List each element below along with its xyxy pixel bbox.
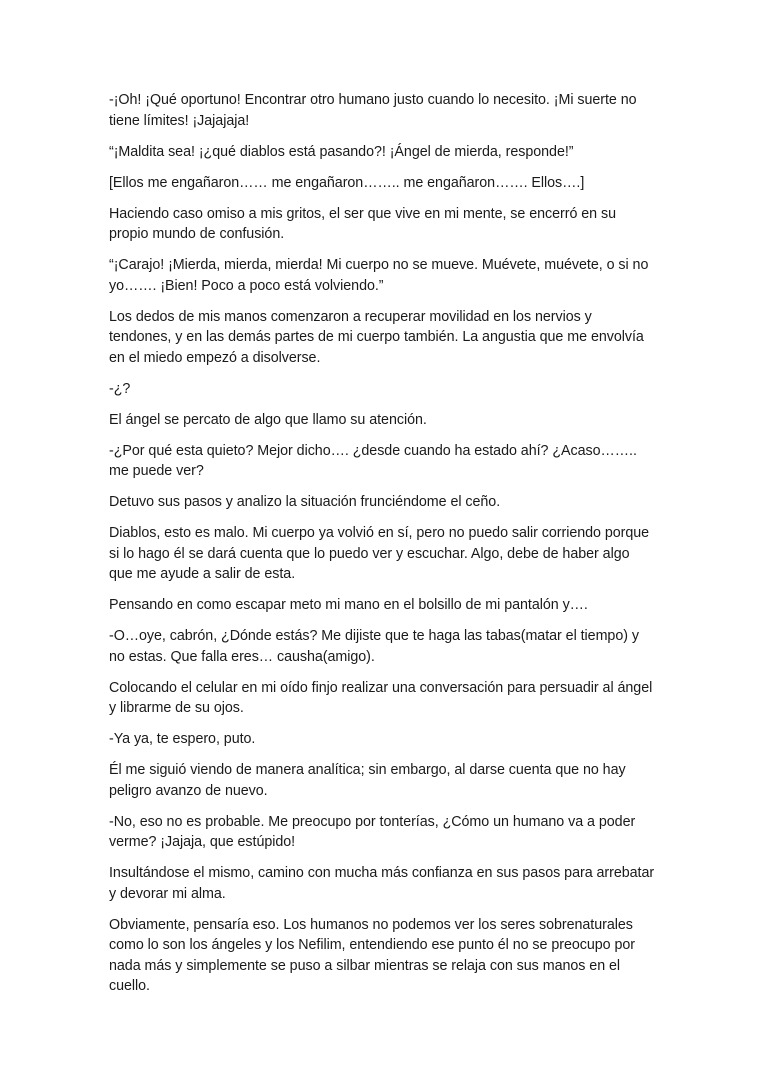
paragraph-18: Insultándose el mismo, camino con mucha más confianza en sus pasos para arrebatar y devorar mi alma. <box>109 865 655 902</box>
paragraph-7: -¿? <box>109 380 131 397</box>
paragraph-6: Los dedos de mis manos comenzaron a recuperar movilidad en los nervios y tendones, y en las demás partes de mi cuerpo también. La angustia que me envolvía en el miedo empezó a disolverse. <box>109 308 644 366</box>
paragraph-1: -¡Oh! ¡Qué oportuno! Encontrar otro humano justo cuando lo necesito. ¡Mi suerte no tiene límites! ¡Jajajaja! <box>109 92 637 129</box>
paragraph-9: -¿Por qué esta quieto? Mejor dicho…. ¿desde cuando ha estado ahí? ¿Acaso…….. me puede ver? <box>109 442 637 479</box>
paragraph-12: Pensando en como escapar meto mi mano en el bolsillo de mi pantalón y…. <box>109 597 588 613</box>
paragraph-4: Haciendo caso omiso a mis gritos, el ser que vive en mi mente, se encerró en su propio mundo de confusión. <box>109 205 617 242</box>
paragraph-19: Obviamente, pensaría eso. Los humanos no podemos ver los seres sobrenaturales como lo son los ángeles y los Nefilim, entendiendo ese punto él no se preocupo por nada más y simplemente se puso a silbar mientras se relaja con sus manos en el cuello. <box>109 916 636 994</box>
paragraph-5: “¡Carajo! ¡Mierda, mierda, mierda! Mi cuerpo no se mueve. Muévete, muévete, o si no yo……. ¡Bien! Poco a poco está volviendo.” <box>109 257 649 294</box>
paragraph-10: Detuvo sus pasos y analizo la situación frunciéndome el ceño. <box>109 494 501 510</box>
paragraph-14: Colocando el celular en mi oído finjo realizar una conversación para persuadir al ángel y librarme de su ojos. <box>109 679 653 716</box>
paragraph-2: “¡Maldita sea! ¡¿qué diablos está pasando?! ¡Ángel de mierda, responde!” <box>109 143 574 160</box>
paragraph-13: -O…oye, cabrón, ¿Dónde estás? Me dijiste que te haga las tabas(matar el tiempo) y no estas. Que falla eres… causha(amigo). <box>109 628 639 665</box>
paragraph-15: -Ya ya, te espero, puto. <box>109 731 256 747</box>
paragraph-3: [Ellos me engañaron…… me engañaron…….. me engañaron……. Ellos….] <box>109 174 585 191</box>
paragraph-17: -No, eso no es probable. Me preocupo por tonterías, ¿Cómo un humano va a poder verme? ¡Jajaja, que estúpido! <box>109 813 636 850</box>
paragraph-16: Él me siguió viendo de manera analítica; sin embargo, al darse cuenta que no hay peligro avanzo de nuevo. <box>109 762 626 799</box>
paragraph-8: El ángel se percato de algo que llamo su atención. <box>109 411 427 428</box>
paragraph-11: Diablos, esto es malo. Mi cuerpo ya volvió en sí, pero no puedo salir corriendo porque si lo hago él se dará cuenta que lo puedo ver y escuchar. Algo, debe de haber algo que me ayude a salir de esta. <box>109 525 650 582</box>
document-body <box>109 90 657 1007</box>
